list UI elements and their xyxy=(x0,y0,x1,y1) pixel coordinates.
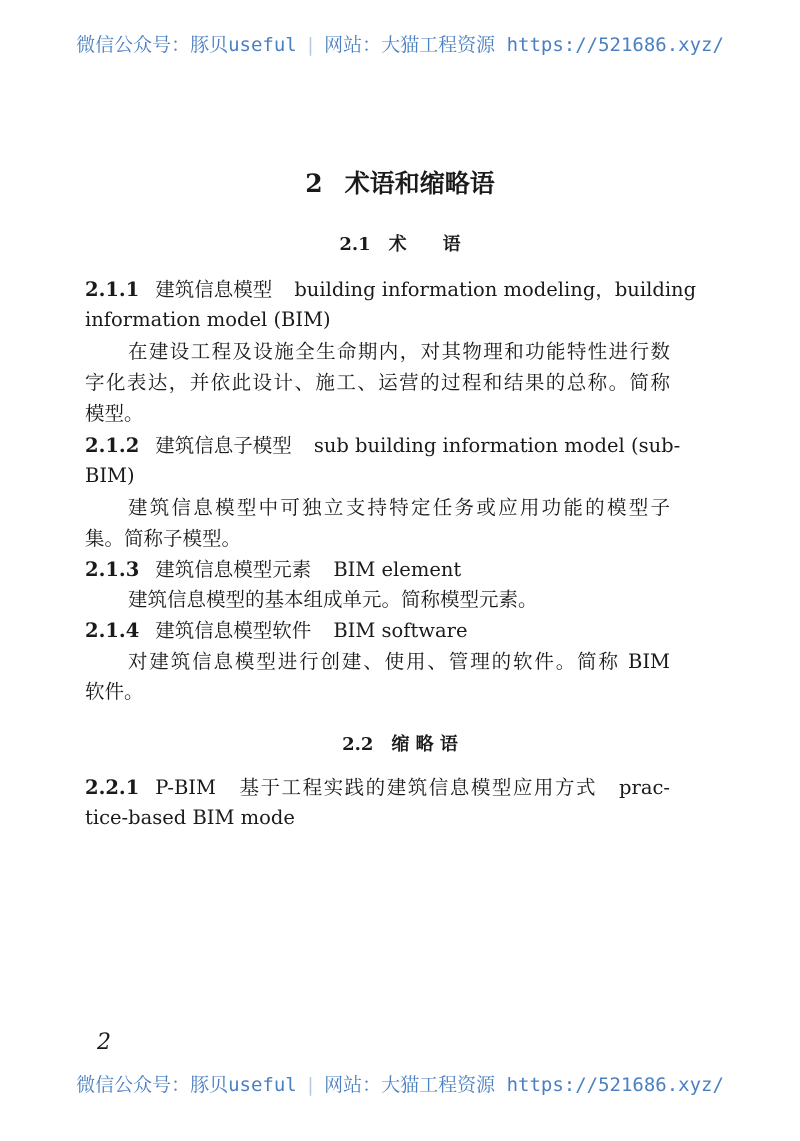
term-heading xyxy=(85,555,670,585)
abbr-en-cont: tice-based BIM mode xyxy=(85,806,295,829)
term-cn: 建筑信息子模型 xyxy=(155,434,292,457)
term-definition: 软件。 xyxy=(85,680,144,703)
section-heading-abbr: 2.2 缩 略 语 xyxy=(342,734,458,755)
term-heading xyxy=(85,616,670,646)
term-en: building information modeling，building xyxy=(294,278,697,301)
term-number: 2.1.1 xyxy=(85,278,140,301)
term-number: 2.1.2 xyxy=(85,434,140,457)
abbr-term: P-BIM xyxy=(155,776,216,799)
term-heading xyxy=(85,431,681,461)
abbr-cn: 基于工程实践的建筑信息模型应用方式 xyxy=(237,776,598,799)
term-definition: 建筑信息模型中可独立支持特定任务或应用功能的模型子 xyxy=(128,496,670,519)
chapter-title xyxy=(0,164,800,200)
watermark-right: 网站：大猫工程资源 https://521686.xyz/ xyxy=(324,1074,724,1096)
term-en: BIM software xyxy=(333,619,468,642)
term-definition: 建筑信息模型的基本组成单元。简称模型元素。 xyxy=(128,588,538,611)
term-definition: 集。简称子模型。 xyxy=(85,527,242,550)
term-number: 2.1.3 xyxy=(85,558,140,581)
section-heading-terms: 2.1 术 语 xyxy=(339,234,461,255)
term-en: sub building information model (sub- xyxy=(313,434,681,457)
term-cn: 建筑信息模型元素 xyxy=(155,558,312,581)
term-number: 2.1.4 xyxy=(85,619,140,642)
term-definition: 模型。 xyxy=(85,402,144,425)
watermark-left: 微信公众号：豚贝useful xyxy=(76,1074,297,1096)
chapter-number: 2 xyxy=(305,169,323,198)
watermark-left: 微信公众号：豚贝useful xyxy=(76,34,297,56)
term-heading xyxy=(85,275,697,305)
term-en: BIM element xyxy=(333,558,462,581)
term-en-cont: information model (BIM) xyxy=(85,308,331,331)
term-definition: 在建设工程及设施全生命期内，对其物理和功能特性进行数 xyxy=(128,340,670,363)
watermark-separator: | xyxy=(304,1074,317,1096)
watermark-header xyxy=(0,30,800,57)
abbr-number: 2.2.1 xyxy=(85,776,140,799)
abbr-heading xyxy=(85,773,670,803)
page-number: 2 xyxy=(97,1030,111,1055)
watermark-separator: | xyxy=(304,34,317,56)
term-cn: 建筑信息模型软件 xyxy=(155,619,312,642)
term-cn: 建筑信息模型 xyxy=(155,278,273,301)
watermark-right: 网站：大猫工程资源 https://521686.xyz/ xyxy=(324,34,724,56)
abbr-en: prac- xyxy=(619,776,670,799)
term-definition: 对建筑信息模型进行创建、使用、管理的软件。简称 BIM xyxy=(128,650,670,673)
term-en-cont: BIM) xyxy=(85,464,135,487)
chapter-title-text: 术语和缩略语 xyxy=(344,169,495,198)
watermark-footer xyxy=(0,1070,800,1097)
term-definition: 字化表达，并依此设计、施工、运营的过程和结果的总称。简称 xyxy=(85,371,670,394)
